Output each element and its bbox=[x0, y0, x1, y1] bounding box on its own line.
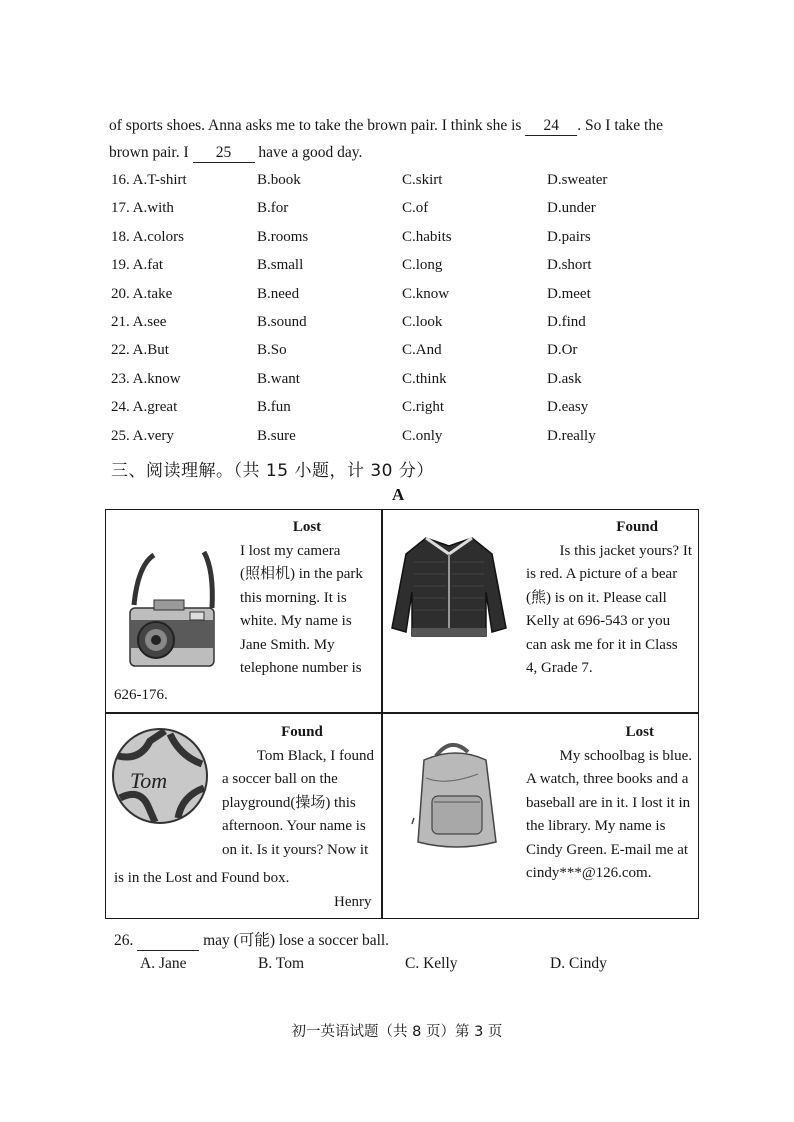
notice-ball-line: a soccer ball on the bbox=[222, 771, 338, 787]
section-title: 三、阅读理解。（共 15 小题，计 30 分） bbox=[111, 461, 434, 481]
question-26: 26. may (可能) lose a soccer ball. bbox=[114, 932, 390, 949]
option-row bbox=[111, 229, 711, 253]
option-a[interactable]: 24. A.great bbox=[111, 399, 178, 416]
notice-ball bbox=[222, 721, 374, 862]
notice-ball-last-line: is in the Lost and Found box. bbox=[114, 870, 290, 886]
option-b[interactable]: B.small bbox=[257, 257, 304, 274]
option-c[interactable]: C.long bbox=[402, 257, 443, 274]
q26-option-c[interactable]: C. Kelly bbox=[405, 955, 458, 972]
passage-line-2: brown pair. I 25 have a good day. bbox=[109, 144, 363, 161]
option-d[interactable]: D.Or bbox=[547, 342, 578, 359]
option-c[interactable]: C.of bbox=[402, 200, 429, 217]
option-a[interactable]: 22. A.But bbox=[111, 342, 169, 359]
notice-schoolbag-line: Cindy Green. E-mail me at bbox=[526, 841, 689, 858]
q26-option-b[interactable]: B. Tom bbox=[258, 955, 305, 972]
option-row bbox=[111, 399, 711, 423]
notice-jacket-line: (熊) is on it. Please call bbox=[526, 589, 667, 606]
option-c[interactable]: C.only bbox=[402, 427, 443, 444]
option-d[interactable]: D.really bbox=[547, 427, 596, 444]
option-b[interactable]: B.sound bbox=[257, 314, 307, 330]
notice-schoolbag-line: cindy***@126.com. bbox=[526, 865, 652, 881]
notice-jacket-title: Found bbox=[616, 519, 658, 535]
option-c[interactable]: C.And bbox=[402, 342, 442, 359]
notice-schoolbag bbox=[526, 721, 692, 886]
option-d[interactable]: D.under bbox=[547, 200, 596, 217]
jacket-image bbox=[388, 532, 510, 644]
option-b[interactable]: B.So bbox=[257, 342, 287, 359]
option-c[interactable]: C.habits bbox=[402, 228, 452, 245]
notice-grid bbox=[105, 509, 699, 919]
notice-ball-line: on it. Is it yours? Now it bbox=[222, 841, 369, 858]
notice-camera bbox=[240, 516, 374, 681]
option-d[interactable]: D.sweater bbox=[547, 172, 608, 188]
notice-jacket-line: 4, Grade 7. bbox=[526, 660, 593, 676]
notice-ball-line: Tom Black, I found bbox=[256, 747, 374, 764]
notice-jacket-line: can ask me for it in Class bbox=[526, 636, 678, 653]
soccer-ball-image bbox=[110, 726, 210, 826]
option-row bbox=[111, 200, 711, 224]
notice-camera-line: telephone number is bbox=[240, 660, 362, 676]
option-b[interactable]: B.fun bbox=[257, 399, 291, 416]
option-c[interactable]: C.skirt bbox=[402, 172, 443, 188]
option-d[interactable]: D.short bbox=[547, 257, 592, 274]
q26-option-a[interactable]: A. Jane bbox=[140, 955, 187, 972]
notice-jacket bbox=[526, 516, 692, 681]
option-b[interactable]: B.book bbox=[257, 172, 301, 188]
notice-camera-line: (照相机) in the park bbox=[240, 566, 363, 582]
notice-schoolbag-title: Lost bbox=[625, 724, 654, 740]
notice-ball-line: playground(操场) this bbox=[222, 794, 356, 811]
blank-25: 25 bbox=[193, 144, 255, 163]
q26-option-d[interactable]: D. Cindy bbox=[550, 955, 607, 972]
notice-camera-title: Lost bbox=[292, 519, 322, 535]
part-label: A bbox=[392, 485, 405, 504]
option-a[interactable]: 23. A.know bbox=[111, 370, 181, 387]
notice-schoolbag-line: baseball are in it. I lost it in bbox=[526, 794, 691, 811]
option-a[interactable]: 18. A.colors bbox=[111, 228, 184, 245]
ball-name-text: Tom bbox=[130, 768, 168, 793]
notice-camera-line: this morning. It is bbox=[240, 589, 347, 606]
option-c[interactable]: C.think bbox=[402, 370, 447, 387]
option-row bbox=[111, 371, 711, 395]
option-row bbox=[111, 342, 711, 366]
option-a[interactable]: 19. A.fat bbox=[111, 257, 164, 274]
notice-ball-title: Found bbox=[281, 724, 323, 740]
option-d[interactable]: D.find bbox=[547, 314, 586, 330]
camera-image bbox=[124, 550, 224, 670]
notice-jacket-line: is red. A picture of a bear bbox=[526, 566, 678, 582]
notice-camera-line: I lost my camera bbox=[240, 542, 341, 559]
option-b[interactable]: B.need bbox=[257, 285, 300, 302]
option-d[interactable]: D.meet bbox=[547, 285, 591, 302]
notice-jacket-line: Kelly at 696-543 or you bbox=[526, 613, 671, 629]
option-d[interactable]: D.easy bbox=[547, 399, 589, 416]
schoolbag-image bbox=[406, 738, 506, 852]
blank-24: 24 bbox=[525, 117, 577, 136]
passage-line-1: of sports shoes. Anna asks me to take the brown pair. I think she is 24 . So I take the bbox=[109, 117, 663, 134]
option-a[interactable]: 16. A.T-shirt bbox=[111, 172, 187, 188]
answer-blank-26[interactable] bbox=[137, 932, 199, 951]
option-b[interactable]: B.for bbox=[257, 200, 289, 217]
option-b[interactable]: B.rooms bbox=[257, 228, 309, 245]
option-a[interactable]: 21. A.see bbox=[111, 314, 167, 330]
notice-ball-line: afternoon. Your name is bbox=[222, 818, 366, 834]
option-d[interactable]: D.pairs bbox=[547, 228, 591, 245]
notice-camera-line: white. My name is bbox=[240, 613, 352, 629]
option-row bbox=[111, 257, 711, 281]
page-footer: 初一英语试题（共 8 页）第 3 页 bbox=[291, 1024, 503, 1040]
notice-schoolbag-line: the library. My name is bbox=[526, 818, 666, 834]
option-c[interactable]: C.know bbox=[402, 285, 450, 302]
option-c[interactable]: C.right bbox=[402, 399, 445, 416]
option-a[interactable]: 20. A.take bbox=[111, 285, 173, 302]
notice-ball-signature: Henry bbox=[334, 894, 372, 910]
option-row bbox=[111, 428, 711, 452]
option-a[interactable]: 17. A.with bbox=[111, 200, 174, 217]
notice-schoolbag-line: My schoolbag is blue. bbox=[559, 747, 692, 764]
option-b[interactable]: B.sure bbox=[257, 427, 296, 444]
notice-schoolbag-line: A watch, three books and a bbox=[526, 771, 689, 787]
option-row bbox=[111, 172, 711, 196]
option-b[interactable]: B.want bbox=[257, 370, 300, 387]
option-a[interactable]: 25. A.very bbox=[111, 427, 174, 444]
option-c[interactable]: C.look bbox=[402, 314, 443, 330]
notice-camera-phone: 626-176. bbox=[114, 687, 168, 703]
notice-jacket-line: Is this jacket yours? It bbox=[559, 542, 692, 559]
option-row bbox=[111, 314, 711, 338]
option-row bbox=[111, 286, 711, 310]
option-d[interactable]: D.ask bbox=[547, 370, 582, 387]
notice-camera-line: Jane Smith. My bbox=[240, 636, 335, 653]
